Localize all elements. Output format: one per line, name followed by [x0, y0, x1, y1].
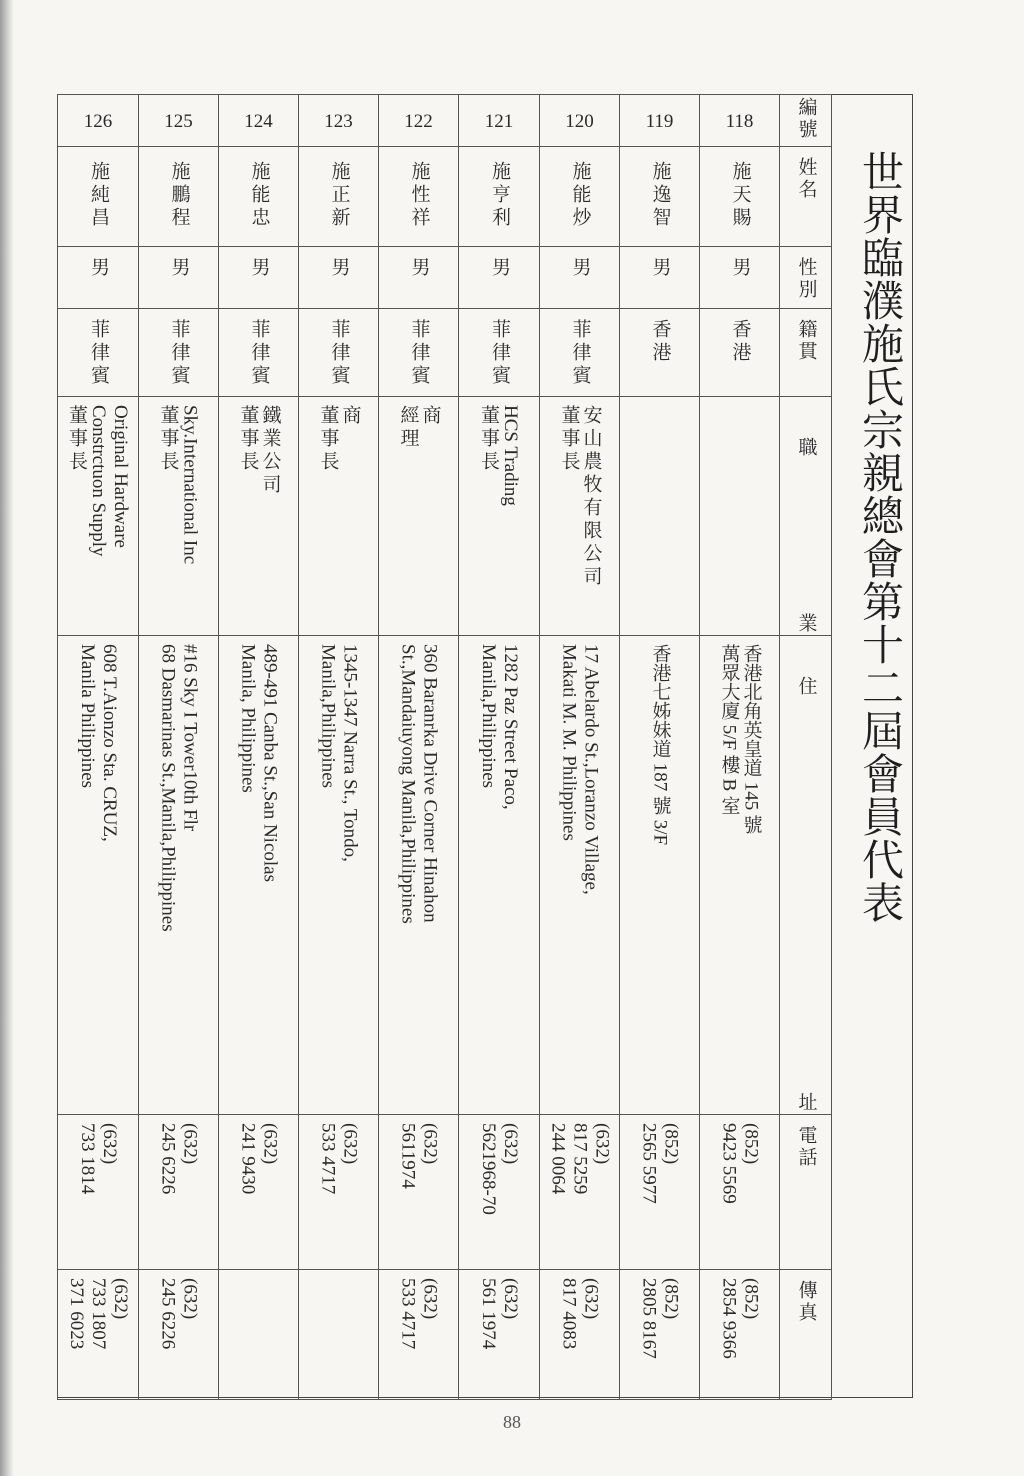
cell-origin [58, 309, 139, 397]
member-fax-line: 2805 8167 [638, 1278, 660, 1359]
cell-occupation [620, 397, 700, 636]
member-occupation-line: Constrctuon Supply [88, 405, 109, 557]
cell-occupation [219, 397, 299, 636]
cell-name [58, 147, 139, 247]
member-phone-line: (852) [740, 1123, 762, 1165]
cell-occupation [299, 397, 379, 636]
member-phone-line: (632) [179, 1123, 201, 1165]
member-address-line: Manila,Philippines [478, 644, 499, 789]
header-label: 姓名 [795, 157, 817, 201]
member-number: 123 [324, 111, 353, 132]
member-origin: 香港 [729, 319, 751, 365]
cell-phone [620, 1115, 700, 1270]
cell-origin [700, 309, 780, 397]
member-origin: 菲律賓 [408, 319, 430, 388]
cell-fax [299, 1270, 379, 1400]
cell-no [219, 95, 299, 147]
member-address-line: 萬眾大廈 5/F 樓 B 室 [718, 644, 740, 816]
member-origin: 菲律賓 [248, 319, 270, 388]
cell-phone [299, 1115, 379, 1270]
header-label: 址 [795, 1092, 817, 1114]
member-address-line: 360 Baranrka Drive Corner Hinahon [419, 644, 441, 923]
member-address-line: 1282 Paz Street Paco, [500, 644, 521, 810]
member-gender: 男 [168, 257, 190, 280]
member-name: 施能炒 [569, 161, 591, 230]
cell-gender [379, 247, 459, 309]
member-occupation-line: 董事長 [558, 405, 580, 474]
member-fax-line: 561 1974 [478, 1278, 499, 1350]
cell-origin [459, 309, 540, 397]
header-no [780, 95, 832, 147]
header-label: 性別 [795, 257, 817, 301]
member-address-line: 17 Abelardo St.,Loranzo Village, [580, 644, 602, 895]
member-phone-line: (632) [259, 1123, 281, 1165]
member-fax-line: 817 4083 [558, 1278, 580, 1350]
cell-gender [620, 247, 700, 309]
member-fax-line: 245 6226 [157, 1278, 179, 1350]
member-name: 施能忠 [248, 161, 270, 230]
cell-name [219, 147, 299, 247]
member-address-line: 1345-1347 Narra St., Tondo, [339, 644, 361, 862]
cell-gender [540, 247, 620, 309]
cell-name [620, 147, 700, 247]
page-title: 世界臨濮施氏宗親總會第十二屆會員代表 [856, 150, 902, 924]
cell-occupation [700, 397, 780, 636]
member-address-line: 489-491 Canba St.,San Nicolas [259, 644, 281, 883]
member-number: 124 [244, 111, 273, 132]
member-occupation-line: 董事長 [317, 405, 339, 474]
table-row-gender [58, 247, 832, 309]
member-gender: 男 [649, 257, 671, 280]
member-phone-line: (632) [500, 1123, 521, 1165]
cell-origin [219, 309, 299, 397]
cell-address [299, 636, 379, 1115]
member-occupation-line: Original Hardware [110, 405, 131, 548]
member-fax-line: 371 6023 [66, 1278, 87, 1350]
cell-no [540, 95, 620, 147]
cell-origin [620, 309, 700, 397]
member-name: 施純昌 [88, 161, 109, 230]
member-gender: 男 [88, 257, 109, 280]
table-row-origin [58, 309, 832, 397]
cell-fax [379, 1270, 459, 1400]
member-phone-line: 817 5259 [569, 1123, 591, 1195]
member-name: 施亨利 [489, 161, 510, 230]
cell-origin [540, 309, 620, 397]
cell-no [58, 95, 139, 147]
member-origin: 菲律賓 [168, 319, 190, 388]
cell-address [459, 636, 540, 1115]
member-name: 施正新 [328, 161, 350, 230]
cell-gender [299, 247, 379, 309]
member-address-line: Manila Philippines [77, 644, 98, 789]
cell-fax [139, 1270, 219, 1400]
cell-gender [139, 247, 219, 309]
member-address-line: 香港七姊妹道 187 號 3/F [649, 644, 671, 846]
member-fax-line: 2854 9366 [718, 1278, 740, 1359]
member-occupation-line: 董事長 [66, 405, 87, 474]
member-gender: 男 [328, 257, 350, 280]
member-name: 施逸智 [649, 161, 671, 230]
cell-gender [58, 247, 139, 309]
header-fax [780, 1270, 832, 1400]
cell-name [379, 147, 459, 247]
member-phone-line: 2565 5977 [638, 1123, 660, 1204]
member-gender: 男 [248, 257, 270, 280]
member-address-line: St.,Mandaiuyong Manila,Philippines [397, 644, 419, 924]
cell-no [700, 95, 780, 147]
page-number: 88 [503, 1412, 521, 1432]
cell-address [700, 636, 780, 1115]
cell-gender [219, 247, 299, 309]
cell-gender [700, 247, 780, 309]
cell-no [379, 95, 459, 147]
cell-fax [700, 1270, 780, 1400]
member-origin: 香港 [649, 319, 671, 365]
member-occupation-line: Sky.International Inc [179, 405, 201, 565]
member-occupation-line: 董事長 [237, 405, 259, 474]
member-occupation-line: 董事長 [157, 405, 179, 474]
member-fax-line: 733 1807 [88, 1278, 109, 1350]
member-phone-line: (632) [419, 1123, 441, 1165]
table-row-address [58, 636, 832, 1115]
table-row-phone [58, 1115, 832, 1270]
member-number: 121 [484, 111, 514, 132]
cell-phone [219, 1115, 299, 1270]
member-phone-line: (632) [591, 1123, 613, 1165]
member-origin: 菲律賓 [328, 319, 350, 388]
cell-phone [459, 1115, 540, 1270]
cell-no [620, 95, 700, 147]
table-row-occupation [58, 397, 832, 636]
cell-fax [219, 1270, 299, 1400]
member-phone-line: (632) [339, 1123, 361, 1165]
cell-occupation [459, 397, 540, 636]
header-label: 電話 [795, 1125, 817, 1169]
cell-name [700, 147, 780, 247]
header-label: 職 [795, 437, 817, 459]
cell-address [379, 636, 459, 1115]
member-address-line: 香港北角英皇道 145 號 [740, 644, 762, 834]
member-phone-line: 5621968-70 [478, 1123, 499, 1215]
cell-no [299, 95, 379, 147]
cell-name [459, 147, 540, 247]
cell-origin [299, 309, 379, 397]
header-label: 業 [795, 613, 817, 635]
member-phone-line: 245 6226 [157, 1123, 179, 1195]
member-address-line: Makati M. M. Philippines [558, 644, 580, 841]
member-occupation-line: 經理 [397, 405, 419, 451]
cell-address [219, 636, 299, 1115]
member-occupation-line: 商 [419, 405, 441, 428]
cell-phone [379, 1115, 459, 1270]
member-address-line: Manila, Philippines [237, 644, 259, 793]
member-phone-line: 5611974 [397, 1123, 419, 1189]
header-address [780, 636, 832, 1115]
member-number: 119 [645, 111, 674, 132]
member-number: 122 [404, 111, 433, 132]
member-occupation-line: HCS Trading [500, 405, 521, 506]
member-name: 施天賜 [729, 161, 751, 230]
header-name [780, 147, 832, 247]
member-origin: 菲律賓 [489, 319, 510, 388]
cell-address [540, 636, 620, 1115]
member-fax-line: (632) [110, 1278, 131, 1320]
header-gender [780, 247, 832, 309]
cell-fax [540, 1270, 620, 1400]
member-fax-line: (632) [580, 1278, 602, 1320]
cell-address [620, 636, 700, 1115]
member-fax-line: 533 4717 [397, 1278, 419, 1350]
header-label: 編號 [795, 97, 817, 141]
member-occupation-line: 安山農牧有限公司 [580, 405, 602, 589]
member-address-line: 68 Dasmarinas St.,Manila,Philippines [157, 644, 179, 932]
table-row-no [58, 95, 832, 147]
cell-fax [58, 1270, 139, 1400]
member-fax-line: (852) [660, 1278, 682, 1320]
cell-phone [58, 1115, 139, 1270]
member-table [57, 94, 832, 1400]
member-fax-line: (632) [179, 1278, 201, 1320]
cell-gender [459, 247, 540, 309]
cell-no [459, 95, 540, 147]
member-name: 施性祥 [408, 161, 430, 230]
member-fax-line: (852) [740, 1278, 762, 1320]
member-occupation-line: 鐵業公司 [259, 405, 281, 497]
cell-occupation [139, 397, 219, 636]
cell-occupation [540, 397, 620, 636]
member-phone-line: 241 9430 [237, 1123, 259, 1195]
cell-fax [620, 1270, 700, 1400]
cell-occupation [58, 397, 139, 636]
header-phone [780, 1115, 832, 1270]
member-fax-line: (632) [419, 1278, 441, 1320]
table-row-fax [58, 1270, 832, 1400]
book-spine-shadow [0, 0, 14, 1476]
cell-phone [540, 1115, 620, 1270]
member-gender: 男 [729, 257, 751, 280]
member-name: 施鵬程 [168, 161, 190, 230]
cell-fax [459, 1270, 540, 1400]
header-origin [780, 309, 832, 397]
member-origin: 菲律賓 [88, 319, 109, 388]
member-phone-line: 9423 5569 [718, 1123, 740, 1204]
cell-phone [139, 1115, 219, 1270]
header-label: 住 [795, 676, 817, 698]
cell-name [299, 147, 379, 247]
member-gender: 男 [408, 257, 430, 280]
member-gender: 男 [489, 257, 510, 280]
cell-address [58, 636, 139, 1115]
header-label: 傳真 [795, 1280, 817, 1324]
member-address-line: 608 T.Aionzo Sta. CRUZ, [99, 644, 120, 842]
member-phone-line: (852) [660, 1123, 682, 1165]
member-phone-line: 733 1814 [77, 1123, 98, 1195]
member-number: 125 [164, 111, 193, 132]
member-number: 118 [725, 111, 754, 132]
cell-address [139, 636, 219, 1115]
member-number: 126 [83, 111, 113, 132]
member-phone-line: (632) [99, 1123, 120, 1165]
header-occupation [780, 397, 832, 636]
member-gender: 男 [569, 257, 591, 280]
member-phone-line: 533 4717 [317, 1123, 339, 1195]
cell-origin [379, 309, 459, 397]
member-occupation-line: 商 [339, 405, 361, 428]
member-occupation-line: 董事長 [478, 405, 499, 474]
cell-no [139, 95, 219, 147]
cell-name [540, 147, 620, 247]
member-address-line: #16 Sky I Tower10th Flr [179, 644, 201, 832]
member-origin: 菲律賓 [569, 319, 591, 388]
cell-phone [700, 1115, 780, 1270]
member-phone-line: 244 0064 [547, 1123, 569, 1195]
cell-name [139, 147, 219, 247]
cell-occupation [379, 397, 459, 636]
header-label: 籍貫 [795, 319, 817, 363]
member-number: 120 [565, 111, 594, 132]
table-row-name [58, 147, 832, 247]
cell-origin [139, 309, 219, 397]
member-fax-line: (632) [500, 1278, 521, 1320]
member-address-line: Manila,Philippines [317, 644, 339, 789]
